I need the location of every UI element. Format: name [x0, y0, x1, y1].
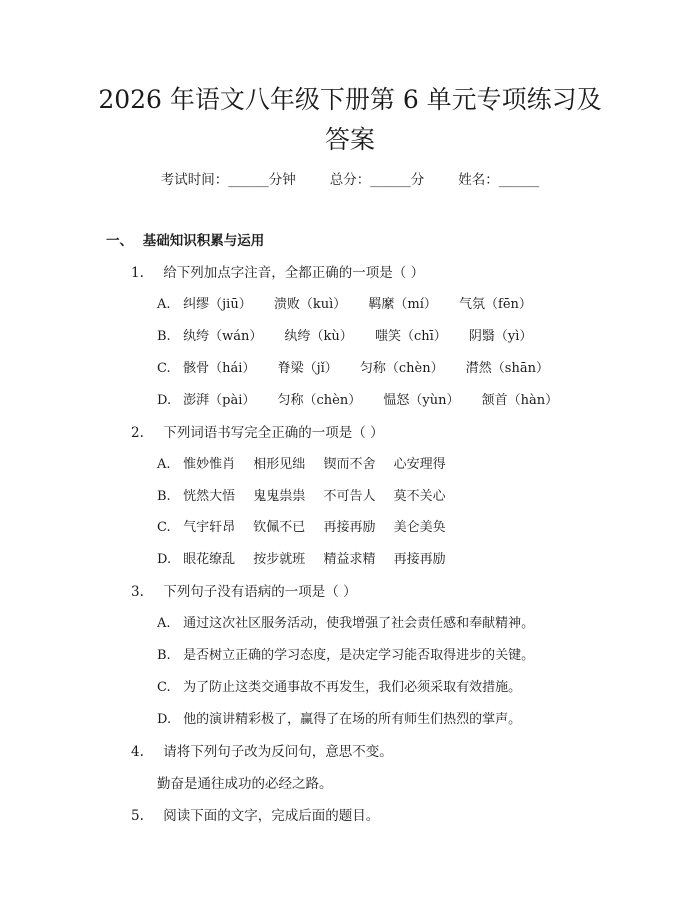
question-number: 5.: [131, 808, 144, 824]
title-line-1: 2026 年语文八年级下册第 6 单元专项练习及: [98, 85, 602, 114]
option-word: 钦佩不已: [253, 520, 306, 535]
option-word: 莫不关心: [393, 489, 446, 504]
question-text: 请将下列句子改为反问句，意思不变。: [163, 744, 393, 760]
question-4: [131, 740, 393, 760]
option-word: 按步就班: [253, 552, 306, 567]
option-label: D.: [157, 393, 172, 408]
section-number: 一、: [106, 233, 133, 249]
option-word: 精益求精: [323, 552, 376, 567]
section-title: 基础知识积累与运用: [142, 233, 265, 249]
option-word: 匀称（chèn）: [277, 393, 362, 408]
question-text: 给下列加点字注音，全都正确的一项是（ ）: [163, 265, 425, 281]
option-word: 再接再励: [393, 552, 446, 567]
question-3: [131, 580, 357, 600]
q3-option-c: [157, 676, 521, 695]
option-word: 相形见绌: [253, 457, 306, 472]
q1-option-a: [157, 293, 550, 312]
option-label: A.: [157, 457, 171, 472]
question-number: 4.: [131, 744, 144, 760]
option-word: 锲而不舍: [323, 457, 376, 472]
option-word: 溃败（kuì）: [273, 297, 347, 312]
q1-option-c: [157, 357, 567, 376]
option-word: 潸然（shān）: [465, 361, 549, 376]
option-label: C.: [157, 680, 171, 695]
option-label: B.: [157, 489, 171, 504]
option-word: 颔首（hàn）: [481, 393, 559, 408]
question-5: [131, 804, 379, 824]
question-1: [131, 261, 424, 281]
option-label: A.: [157, 616, 171, 631]
option-word: 眼花缭乱: [183, 552, 236, 567]
option-word: 气氛（fēn）: [459, 297, 532, 312]
title-line-2: 答案: [324, 125, 375, 154]
option-word: 恍然大悟: [183, 489, 236, 504]
option-word: 匀称（chèn）: [359, 361, 444, 376]
q2-option-d: [157, 548, 460, 567]
option-word: 惟妙惟肖: [183, 457, 236, 472]
question-text: 阅读下面的文字，完成后面的题目。: [163, 808, 380, 824]
option-sentence: 为了防止这类交通事故不再发生，我们必须采取有效措施。: [183, 680, 522, 695]
q3-option-d: [157, 708, 521, 727]
option-word: 美仑美奂: [393, 520, 446, 535]
option-word: 愠怒（yùn）: [383, 393, 460, 408]
q1-option-d: [157, 389, 576, 408]
option-label: B.: [157, 329, 171, 344]
option-word: 纨绔（wán）: [183, 329, 263, 344]
exam-time-field: 考试时间：______分钟: [160, 172, 296, 188]
option-word: 羁縻（mí）: [368, 297, 437, 312]
q4-source-sentence: 勤奋是通往成功的必经之路。: [157, 776, 333, 792]
option-label: B.: [157, 648, 171, 663]
option-word: 阴翳（yì）: [468, 329, 533, 344]
option-word: 嗤笑（chī）: [374, 329, 447, 344]
option-label: A.: [157, 297, 171, 312]
option-word: 脊梁（jǐ）: [277, 361, 338, 376]
option-label: D.: [157, 552, 172, 567]
student-name-field: 姓名：______: [458, 172, 540, 188]
q2-option-b: [157, 485, 460, 504]
question-text: 下列词语书写完全正确的一项是（ ）: [163, 425, 384, 441]
option-word: 不可告人: [323, 489, 376, 504]
option-word: 心安理得: [393, 457, 446, 472]
option-word: 骸骨（hái）: [183, 361, 256, 376]
option-word: 再接再励: [323, 520, 376, 535]
exam-info-row: [0, 168, 700, 188]
section-heading: [106, 229, 264, 249]
question-number: 2.: [131, 425, 144, 441]
q3-option-a: [157, 612, 534, 631]
option-word: 纠缪（jiū）: [183, 297, 252, 312]
question-2: [131, 421, 384, 441]
option-sentence: 他的演讲精彩极了，赢得了在场的所有师生们热烈的掌声。: [183, 712, 522, 727]
option-word: 气宇轩昂: [183, 520, 236, 535]
option-word: 鬼鬼祟祟: [253, 489, 306, 504]
option-label: C.: [157, 520, 171, 535]
question-number: 3.: [131, 584, 144, 600]
total-score-field: 总分：______分: [329, 172, 425, 188]
option-label: C.: [157, 361, 171, 376]
option-label: D.: [157, 712, 172, 727]
option-word: 澎湃（pài）: [183, 393, 256, 408]
option-word: 纨绔（kù）: [284, 329, 353, 344]
question-text: 下列句子没有语病的一项是（ ）: [163, 584, 357, 600]
q1-option-b: [157, 325, 550, 344]
option-sentence: 通过这次社区服务活动，使我增强了社会责任感和奉献精神。: [183, 616, 535, 631]
q2-option-c: [157, 516, 460, 535]
document-title: [60, 80, 640, 160]
q2-option-a: [157, 453, 460, 472]
option-sentence: 是否树立正确的学习态度，是决定学习能否取得进步的关键。: [183, 648, 535, 663]
q3-option-b: [157, 644, 534, 663]
question-number: 1.: [131, 265, 144, 281]
